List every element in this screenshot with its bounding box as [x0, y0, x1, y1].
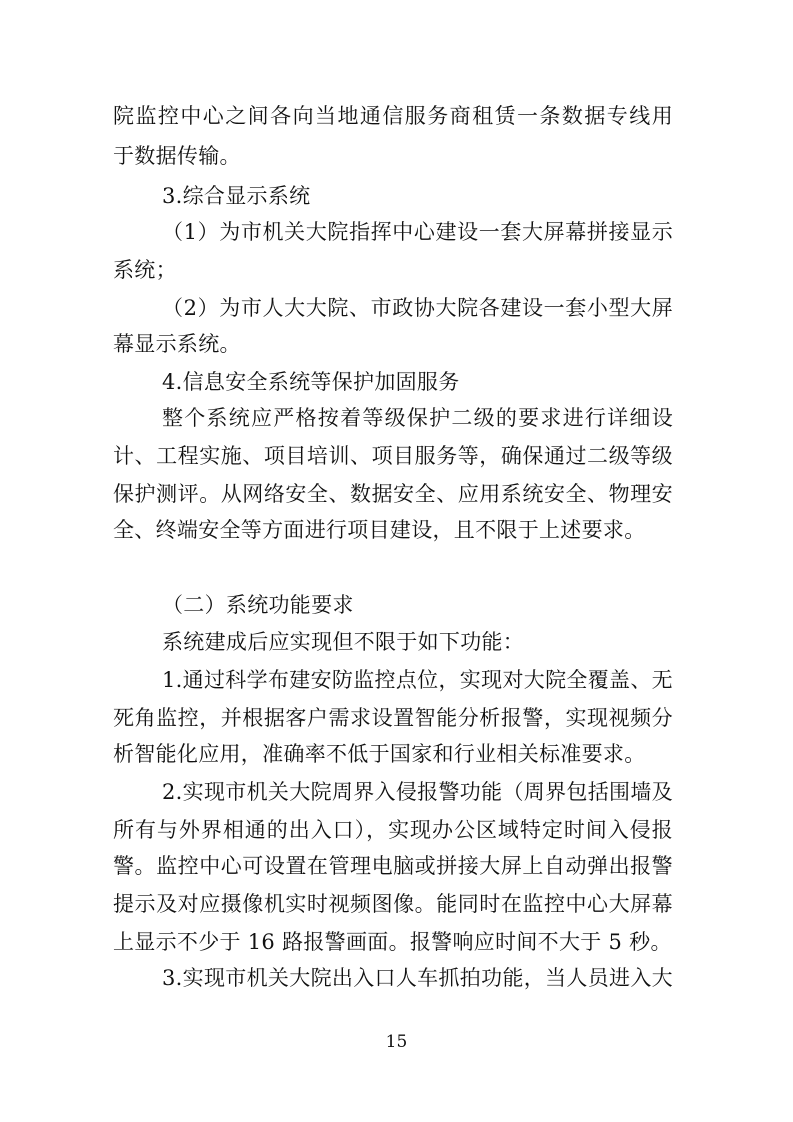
page-number: 15	[385, 1032, 408, 1052]
text-line-11: 保护测评。从网络安全、数据安全、应用系统安全、物理安	[113, 482, 673, 506]
text-line-14: 系统建成后应实现但不限于如下功能：	[162, 630, 525, 654]
text-line-9: 整个系统应严格按着等级保护二级的要求进行详细设	[162, 406, 673, 430]
text-line-2: 于数据传输。	[113, 144, 241, 168]
text-line-20: 警。监控中心可设置在管理电脑或拼接大屏上自动弹出报警	[113, 854, 673, 878]
text-line-17: 析智能化应用，准确率不低于国家和行业相关标准要求。	[113, 742, 646, 766]
text-line-5: 系统；	[113, 258, 177, 282]
text-line-4: （1）为市机关大院指挥中心建设一套大屏幕拼接显示	[162, 220, 673, 244]
text-line-6: （2）为市人大大院、市政协大院各建设一套小型大屏	[162, 296, 673, 320]
text-line-12: 全、终端安全等方面进行项目建设，且不限于上述要求。	[113, 518, 646, 542]
text-line-1: 院监控中心之间各向当地通信服务商租赁一条数据专线用	[113, 104, 673, 128]
text-line-19: 所有与外界相通的出入口），实现办公区域特定时间入侵报	[113, 818, 673, 842]
section-heading-function-requirements: （二）系统功能要求	[162, 593, 354, 617]
text-line-21: 提示及对应摄像机实时视频图像。能同时在监控中心大屏幕	[113, 892, 673, 916]
text-line-23: 3.实现市机关大院出入口人车抓拍功能，当人员进入大	[162, 966, 673, 990]
text-line-22: 上显示不少于 16 路报警画面。报警响应时间不大于 5 秒。	[113, 930, 672, 954]
section-heading-display-system: 3.综合显示系统	[162, 184, 311, 208]
text-line-7: 幕显示系统。	[113, 332, 241, 356]
section-heading-security-system: 4.信息安全系统等保护加固服务	[162, 370, 460, 394]
text-line-10: 计、工程实施、项目培训、项目服务等，确保通过二级等级	[113, 444, 673, 468]
text-line-16: 死角监控，并根据客户需求设置智能分析报警，实现视频分	[113, 706, 673, 730]
text-line-15: 1.通过科学布建安防监控点位，实现对大院全覆盖、无	[162, 668, 673, 692]
text-line-18: 2.实现市机关大院周界入侵报警功能（周界包括围墙及	[162, 780, 673, 804]
